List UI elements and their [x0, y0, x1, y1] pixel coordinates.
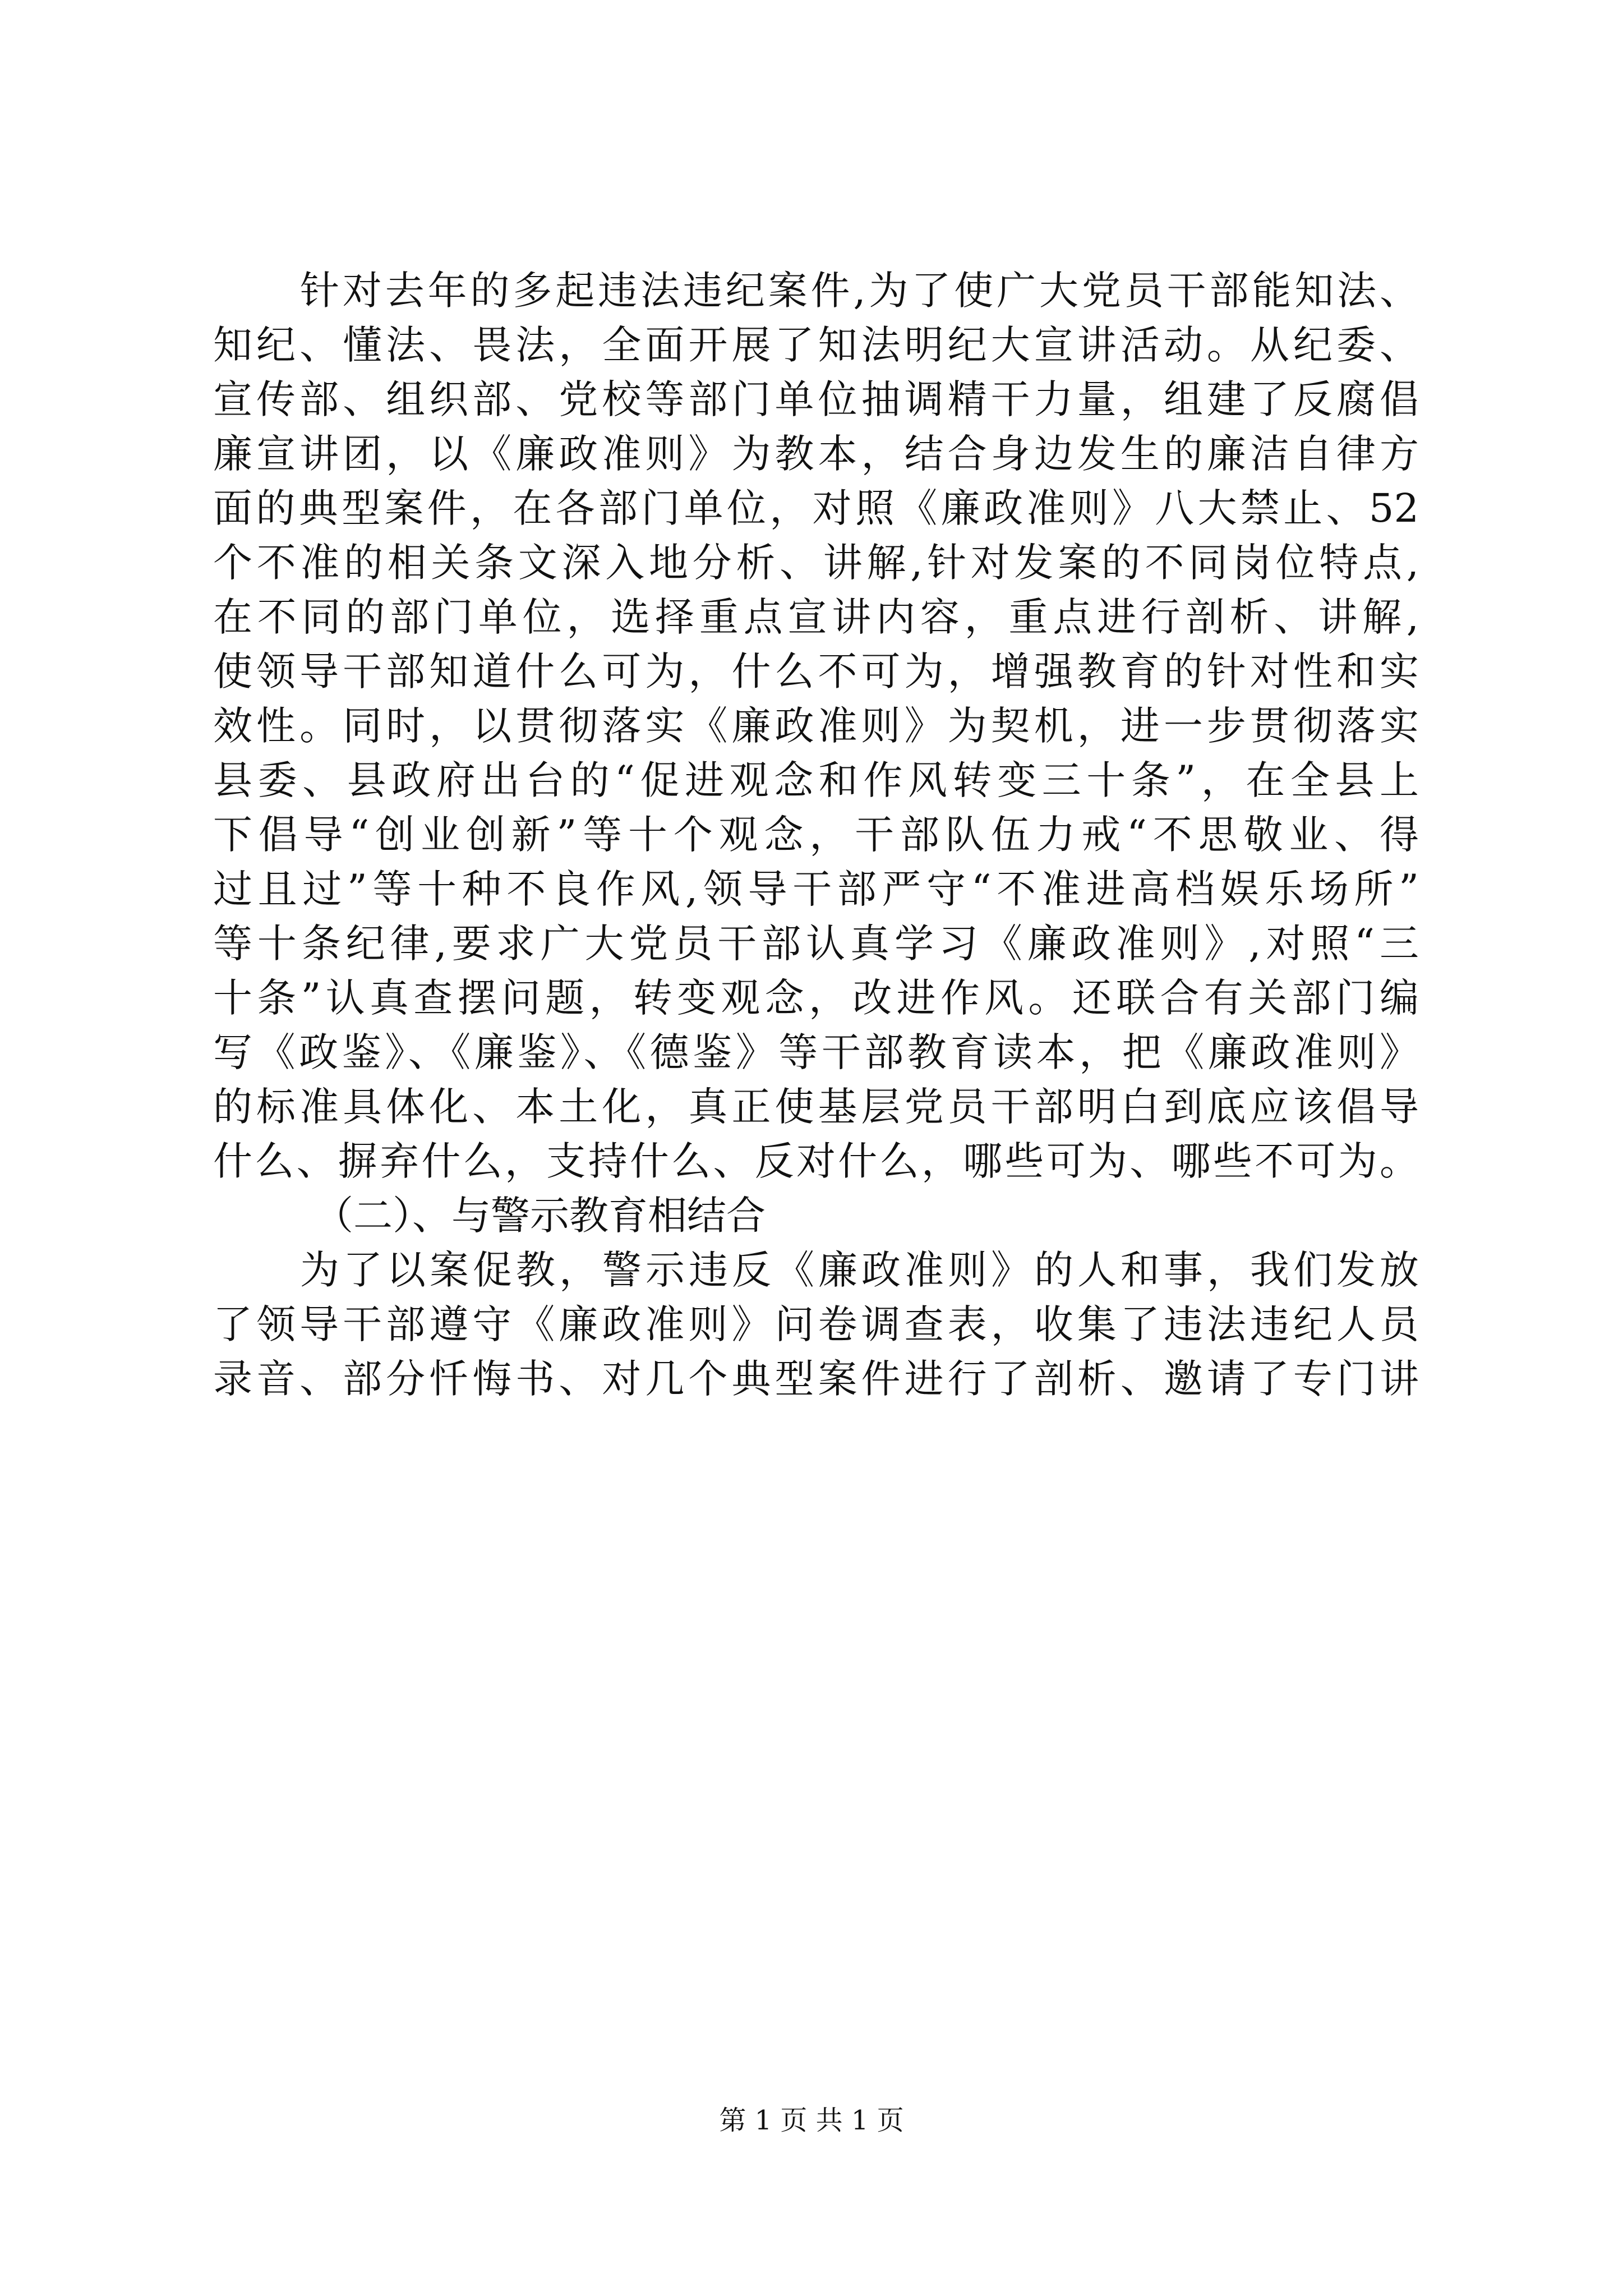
paragraph-line: 过且过”等十种不良作风,领导干部严守“不准进高档娱乐场所” [213, 866, 1419, 912]
paragraph-line: 面的典型案件，在各部门单位，对照《廉政准则》八大禁止、52 [213, 485, 1419, 531]
paragraph-line: 下倡导“创业创新”等十个观念，干部队伍力戒“不思敬业、得 [213, 812, 1419, 858]
paragraph-line: 县委、县政府出台的“促进观念和作风转变三十条”，在全县上 [213, 757, 1419, 803]
paragraph-line: 在不同的部门单位，选择重点宣讲内容，重点进行剖析、讲解, [213, 594, 1419, 640]
section-heading: （二）、与警示教育相结合 [314, 1193, 766, 1239]
paragraph-line: 针对去年的多起违法违纪案件,为了使广大党员干部能知法、 [300, 268, 1419, 314]
paragraph-line: 廉宣讲团，以《廉政准则》为教本，结合身边发生的廉洁自律方 [213, 431, 1419, 477]
paragraph-line: 了领导干部遵守《廉政准则》问卷调查表，收集了违法违纪人员 [213, 1301, 1419, 1347]
page-number-label: 第 1 页 共 1 页 [719, 2105, 904, 2136]
paragraph-line: 十条”认真查摆问题，转变观念，改进作风。还联合有关部门编 [213, 975, 1419, 1021]
paragraph-line: 为了以案促教，警示违反《廉政准则》的人和事，我们发放 [300, 1247, 1419, 1293]
paragraph-line: 宣传部、组织部、党校等部门单位抽调精干力量，组建了反腐倡 [213, 376, 1419, 422]
paragraph-line: 效性。同时，以贯彻落实《廉政准则》为契机，进一步贯彻落实 [213, 703, 1419, 749]
page-footer [0, 2104, 1623, 2137]
paragraph-line: 个不准的相关条文深入地分析、讲解,针对发案的不同岗位特点, [213, 540, 1419, 586]
paragraph-line: 什么、摒弃什么，支持什么、反对什么，哪些可为、哪些不可为。 [213, 1138, 1419, 1184]
document-body [213, 264, 1419, 1406]
paragraph-line: 使领导干部知道什么可为，什么不可为，增强教育的针对性和实 [213, 648, 1419, 694]
paragraph-line: 等十条纪律,要求广大党员干部认真学习《廉政准则》,对照“三 [213, 921, 1419, 967]
paragraph-line: 的标准具体化、本土化，真正使基层党员干部明白到底应该倡导 [213, 1084, 1419, 1130]
paragraph-line: 写《政鉴》、《廉鉴》、《德鉴》等干部教育读本，把《廉政准则》 [213, 1029, 1419, 1075]
paragraph-line: 录音、部分忏悔书、对几个典型案件进行了剖析、邀请了专门讲 [213, 1356, 1419, 1402]
paragraph-line: 知纪、懂法、畏法，全面开展了知法明纪大宣讲活动。从纪委、 [213, 322, 1419, 368]
